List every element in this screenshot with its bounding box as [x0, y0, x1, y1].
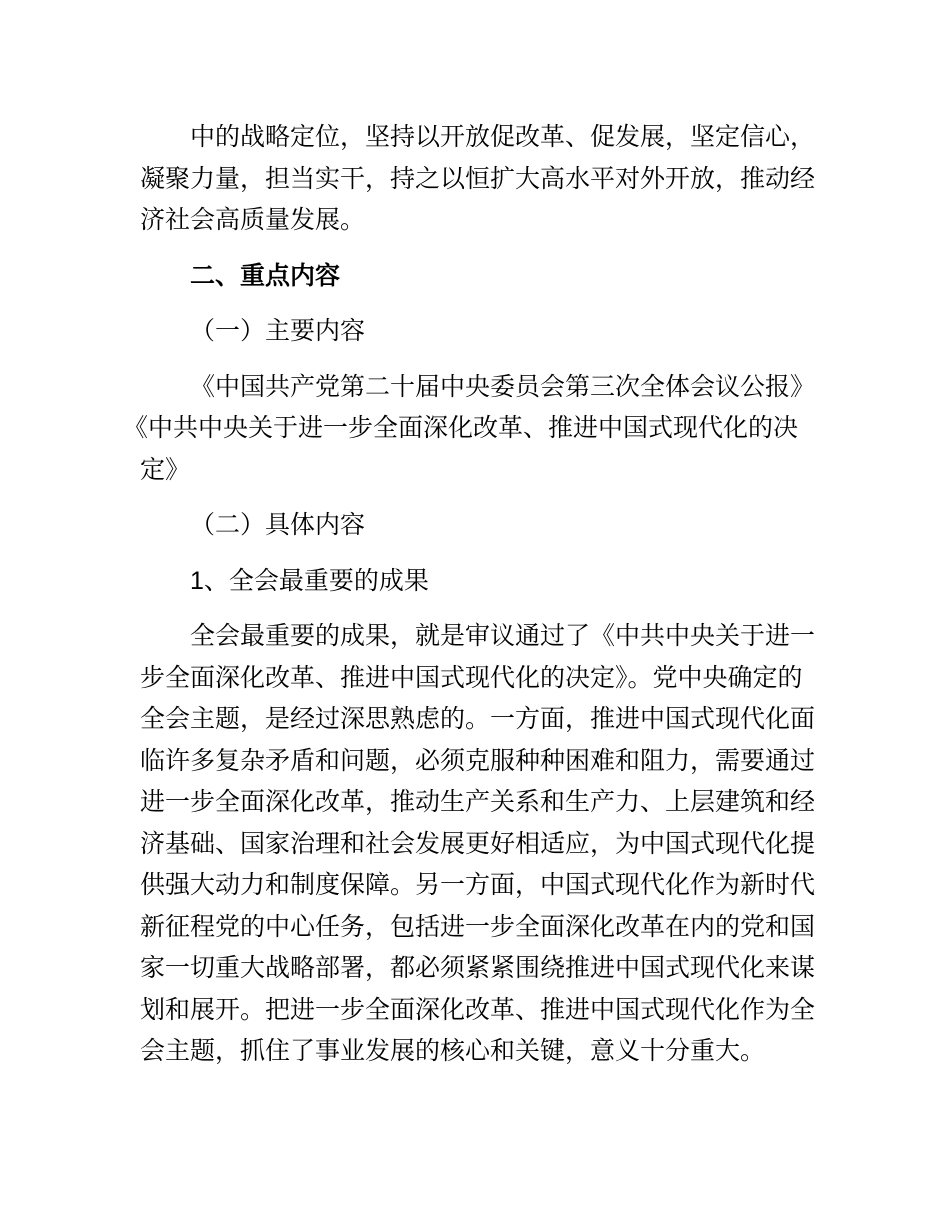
text-line: 划和展开。把进一步全面深化改革、推进中国式现代化作为全	[140, 995, 816, 1024]
section-heading	[140, 256, 812, 298]
text-line: 供强大动力和制度保障。另一方面，中国式现代化作为新时代	[140, 871, 816, 899]
text-line: 《中国共产党第二十届中央委员会第三次全体会议公报》	[190, 372, 816, 401]
text-line: 临许多复杂矛盾和问题，必须克服种种困难和阻力，需要通过	[140, 746, 816, 775]
sub-heading-2	[140, 505, 812, 547]
sub-heading-1	[140, 311, 812, 353]
text-line: 进一步全面深化改革，推动生产关系和生产力、上层建筑和经	[140, 788, 816, 816]
heading-line: （一）主要内容	[190, 317, 366, 345]
heading-line: 1、全会最重要的成果	[190, 566, 429, 595]
text-line: 定》	[140, 455, 191, 484]
text-line: 全会主题，是经过深思熟虑的。一方面，推进中国式现代化面	[140, 705, 816, 733]
text-line: 新征程党的中心任务，包括进一步全面深化改革在内的党和国	[140, 912, 816, 941]
text-line: 《中共中央关于进一步全面深化改革、推进中国式现代化的决	[123, 414, 799, 442]
text-line: 步全面深化改革、推进中国式现代化的决定》。党中央确定的	[140, 663, 803, 692]
text-line: 全会最重要的成果，就是审议通过了《中共中央关于进一	[190, 622, 816, 650]
text-line: 中的战略定位，坚持以开放促改革、促发展，坚定信心，	[190, 123, 816, 151]
text-line: 济基础、国家治理和社会发展更好相适应，为中国式现代化提	[140, 829, 816, 858]
paragraph-continuation	[140, 117, 816, 242]
document-body	[123, 117, 816, 1073]
heading-line: 二、重点内容	[190, 261, 341, 290]
heading-line: （二）具体内容	[190, 511, 366, 539]
paragraph-document-titles	[123, 367, 816, 492]
paragraph-main	[140, 616, 816, 1073]
item-heading-1	[140, 561, 812, 603]
text-line: 家一切重大战略部署，都必须紧紧围绕推进中国式现代化来谋	[140, 954, 816, 982]
text-line: 济社会高质量发展。	[140, 206, 366, 234]
text-line: 凝聚力量，担当实干，持之以恒扩大高水平对外开放，推动经	[140, 164, 816, 193]
text-line: 会主题，抓住了事业发展的核心和关键，意义十分重大。	[140, 1037, 766, 1065]
